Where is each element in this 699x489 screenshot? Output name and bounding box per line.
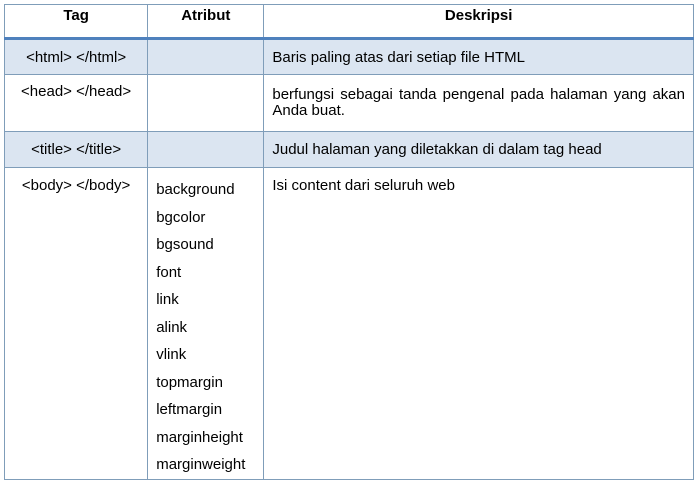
atribut-text <box>148 75 263 84</box>
html-tag-table-container <box>4 4 694 480</box>
table-header-row <box>5 5 694 39</box>
atribut-cell <box>148 75 264 132</box>
list-item: marginheight <box>156 428 243 446</box>
tag-text: <body> </body> <box>21 177 131 194</box>
list-item: bgsound <box>156 236 214 253</box>
table-row <box>5 132 694 168</box>
tag-text: <head> </head> <box>21 83 132 100</box>
tag-text: <title> </title> <box>31 141 122 158</box>
deskripsi-cell <box>264 75 694 132</box>
list-item: background <box>156 181 235 198</box>
deskripsi-text: Isi content dari seluruh web <box>272 177 455 194</box>
deskripsi-cell <box>264 168 694 480</box>
header-deskripsi: Deskripsi <box>264 5 694 39</box>
tag-text: <html> </html> <box>26 49 127 66</box>
deskripsi-text: berfungsi sebagai tanda pengenal pada halaman yang akan Anda buat. <box>272 86 685 119</box>
list-item: topmargin <box>156 373 223 391</box>
table-row <box>5 168 694 480</box>
html-tag-table <box>4 4 694 480</box>
list-item: link <box>156 291 179 308</box>
list-item: vlink <box>156 346 187 363</box>
list-item: alink <box>156 318 188 336</box>
deskripsi-cell <box>264 132 694 168</box>
atribut-text <box>148 40 263 49</box>
list-item: leftmargin <box>156 401 223 418</box>
atribut-cell <box>148 39 264 75</box>
table-row <box>5 39 694 75</box>
atribut-text <box>148 132 263 141</box>
deskripsi-cell <box>264 39 694 75</box>
table-row <box>5 75 694 132</box>
tag-cell <box>5 75 148 132</box>
list-item: bgcolor <box>156 208 206 226</box>
header-atribut: Atribut <box>148 5 264 39</box>
tag-cell <box>5 132 148 168</box>
atribut-cell <box>148 168 264 480</box>
list-item: marginweight <box>156 456 246 473</box>
list-item: font <box>156 263 182 281</box>
deskripsi-text: Baris paling atas dari setiap file HTML <box>272 49 525 66</box>
tag-cell <box>5 39 148 75</box>
atribut-list <box>148 168 263 479</box>
atribut-cell <box>148 132 264 168</box>
header-tag: Tag <box>5 5 148 39</box>
tag-cell <box>5 168 148 480</box>
deskripsi-text: Judul halaman yang diletakkan di dalam tag head <box>272 141 602 158</box>
